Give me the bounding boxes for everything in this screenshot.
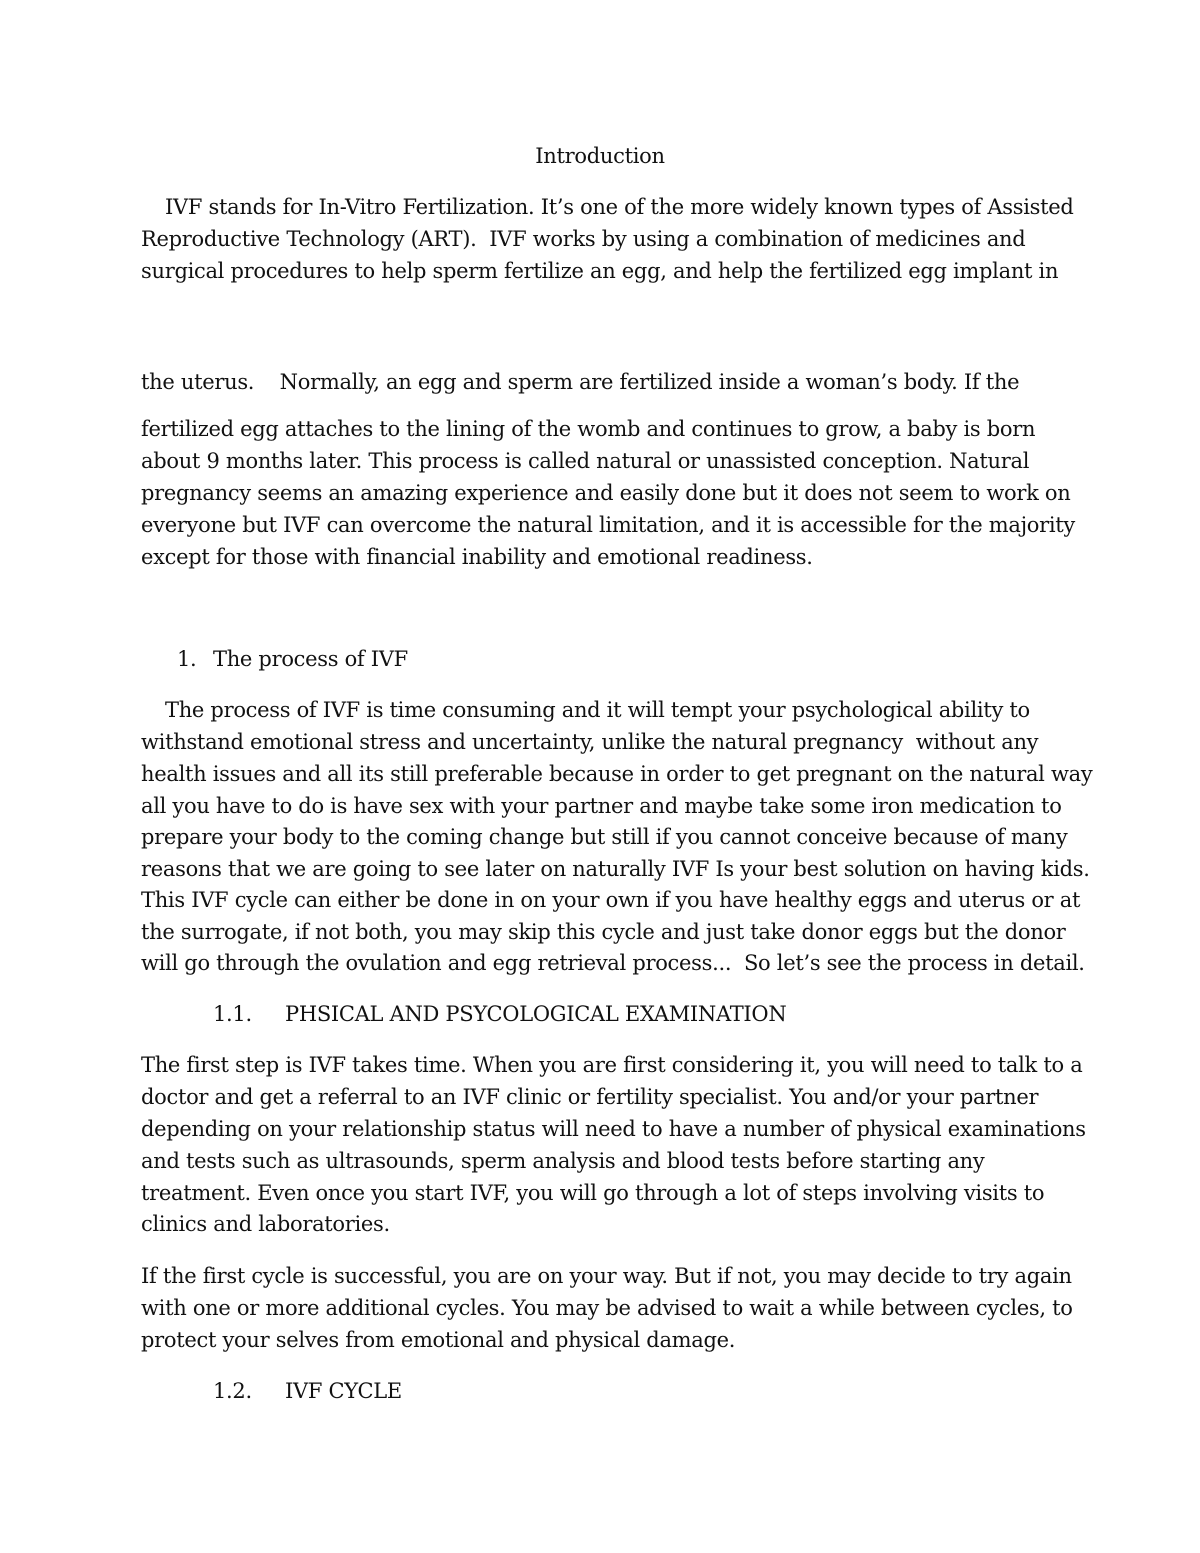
intro-line: except for those with financial inability and emotional readiness. bbox=[141, 545, 813, 569]
section1-line: This IVF cycle can either be done in on your own if you have healthy eggs and uterus or at bbox=[141, 888, 1081, 912]
subsection-number: 1.1. bbox=[213, 1002, 252, 1026]
section1-line: will go through the ovulation and egg retrieval process... So let’s see the process in detail. bbox=[141, 951, 1085, 975]
intro-line: IVF stands for In-Vitro Fertilization. It’s one of the more widely known types of Assisted bbox=[165, 195, 1074, 219]
section1-1-line: If the first cycle is successful, you are on your way. But if not, you may decide to try again bbox=[141, 1264, 1072, 1288]
intro-line: surgical procedures to help sperm fertilize an egg, and help the fertilized egg implant in bbox=[141, 259, 1059, 283]
section1-line: withstand emotional stress and uncertainty, unlike the natural pregnancy without any bbox=[141, 730, 1039, 754]
intro-line: everyone but IVF can overcome the natural limitation, and it is accessible for the majority bbox=[141, 513, 1075, 537]
section-heading: The process of IVF bbox=[213, 647, 408, 671]
intro-line: fertilized egg attaches to the lining of the womb and continues to grow, a baby is born bbox=[141, 417, 1036, 441]
section1-1-line: protect your selves from emotional and physical damage. bbox=[141, 1328, 736, 1352]
intro-line: the uterus. Normally, an egg and sperm are fertilized inside a woman’s body. If the bbox=[141, 370, 1020, 394]
section1-1-line: The first step is IVF takes time. When you are first considering it, you will need to talk to a bbox=[141, 1053, 1083, 1077]
intro-line: Reproductive Technology (ART). IVF works by using a combination of medicines and bbox=[141, 227, 1026, 251]
section1-line: The process of IVF is time consuming and it will tempt your psychological ability to bbox=[165, 698, 1030, 722]
section1-line: health issues and all its still preferable because in order to get pregnant on the natural way bbox=[141, 762, 1093, 786]
intro-line: pregnancy seems an amazing experience and easily done but it does not seem to work on bbox=[141, 481, 1071, 505]
section1-1-line: depending on your relationship status will need to have a number of physical examinations bbox=[141, 1117, 1086, 1141]
section1-line: prepare your body to the coming change but still if you cannot conceive because of many bbox=[141, 825, 1068, 849]
subsection-heading: IVF CYCLE bbox=[285, 1379, 402, 1403]
section1-line: the surrogate, if not both, you may skip this cycle and just take donor eggs but the donor bbox=[141, 920, 1066, 944]
subsection-heading: PHSICAL AND PSYCOLOGICAL EXAMINATION bbox=[285, 1002, 787, 1026]
subsection-number: 1.2. bbox=[213, 1379, 252, 1403]
section1-1-line: and tests such as ultrasounds, sperm analysis and blood tests before starting any bbox=[141, 1149, 985, 1173]
section-number: 1. bbox=[177, 647, 197, 671]
section1-1-line: clinics and laboratories. bbox=[141, 1212, 390, 1236]
intro-line: about 9 months later. This process is called natural or unassisted conception. Natural bbox=[141, 449, 1030, 473]
section1-1-line: treatment. Even once you start IVF, you will go through a lot of steps involving visits to bbox=[141, 1181, 1045, 1205]
section1-1-line: with one or more additional cycles. You may be advised to wait a while between cycles, to bbox=[141, 1296, 1073, 1320]
section1-line: reasons that we are going to see later on naturally IVF Is your best solution on having kids. bbox=[141, 857, 1090, 881]
section1-line: all you have to do is have sex with your partner and maybe take some iron medication to bbox=[141, 794, 1062, 818]
section1-1-line: doctor and get a referral to an IVF clinic or fertility specialist. You and/or your partner bbox=[141, 1085, 1039, 1109]
page-title: Introduction bbox=[535, 144, 665, 168]
